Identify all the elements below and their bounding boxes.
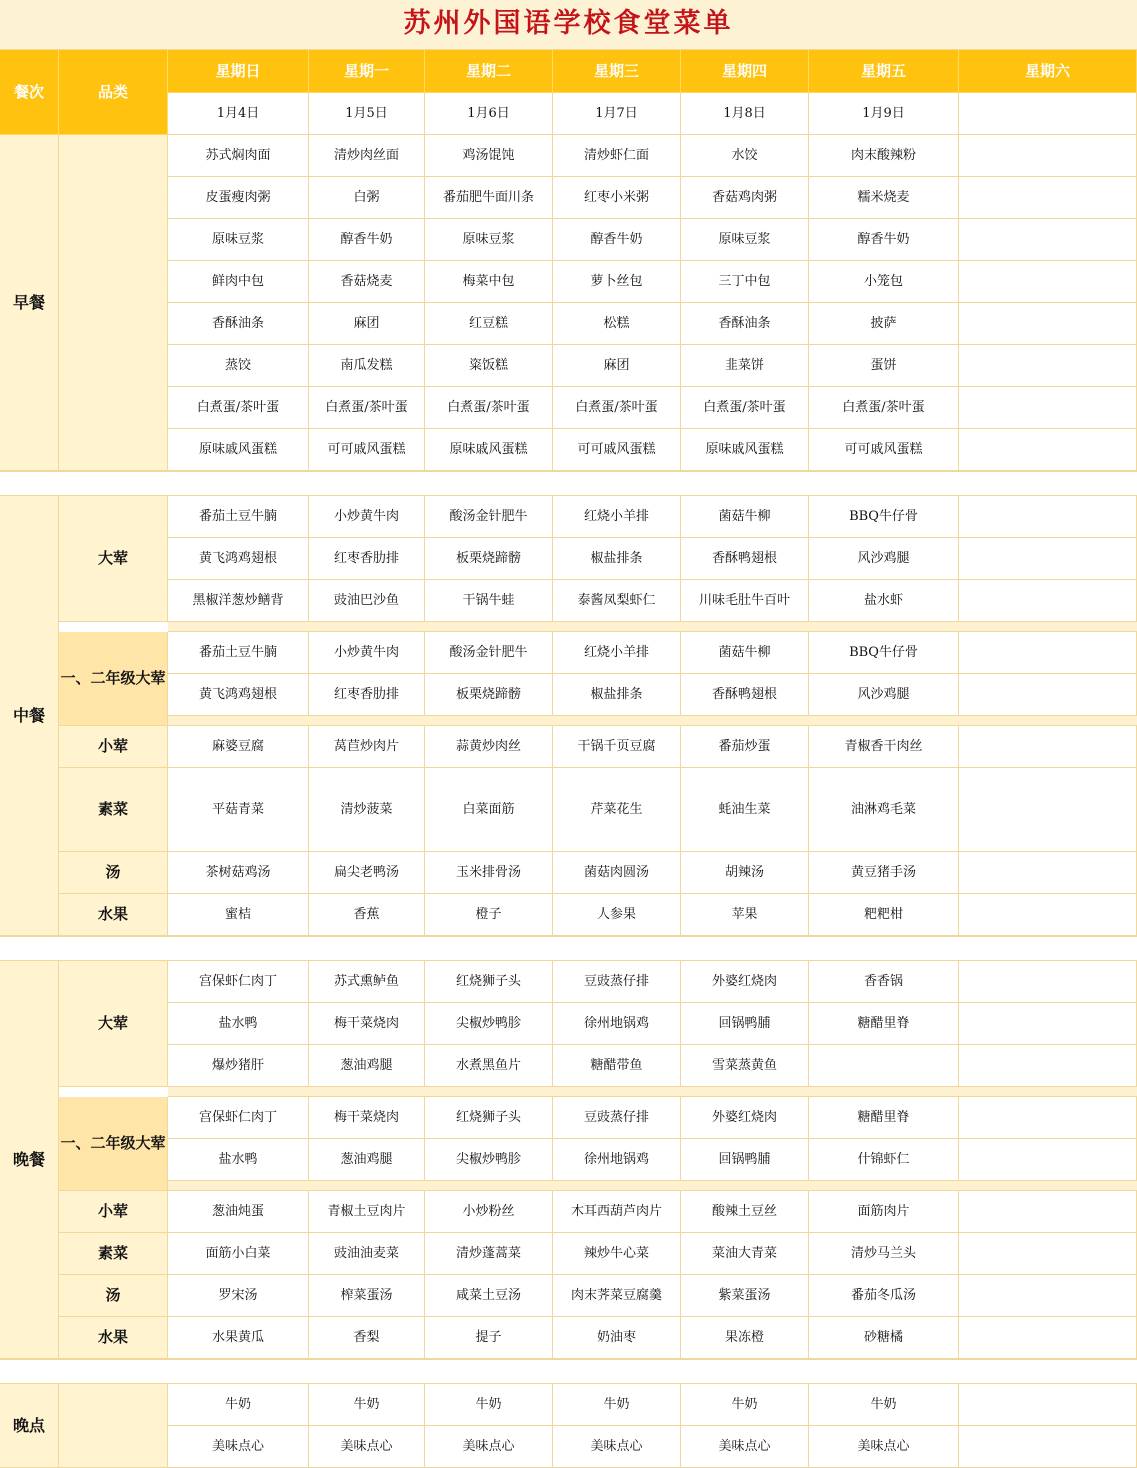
menu-item: 果冻橙 — [681, 1317, 809, 1359]
menu-item: 白粥 — [309, 177, 425, 219]
menu-item: 原味戚风蛋糕 — [681, 429, 809, 471]
menu-item: 辣炒牛心菜 — [553, 1233, 681, 1275]
menu-item: 松糕 — [553, 303, 681, 345]
menu-item: 红烧小羊排 — [553, 496, 681, 538]
menu-item: 椒盐排条 — [553, 674, 681, 716]
group-separator — [168, 1181, 1137, 1191]
menu-item: 蜜桔 — [168, 894, 309, 936]
group-separator — [168, 622, 1137, 632]
menu-item: 青椒土豆肉片 — [309, 1191, 425, 1233]
group-separator — [168, 1087, 1137, 1097]
menu-item: 水饺 — [681, 135, 809, 177]
menu-item — [959, 674, 1137, 716]
menu-item — [959, 726, 1137, 768]
menu-item: 蛋饼 — [809, 345, 959, 387]
menu-item: 粢饭糕 — [425, 345, 553, 387]
menu-item: 水果黄瓜 — [168, 1317, 309, 1359]
category-column-header: 品类 — [59, 50, 168, 135]
day-header-0: 星期日 — [168, 50, 309, 93]
menu-item: 清炒肉丝面 — [309, 135, 425, 177]
menu-item: 板栗烧蹄髈 — [425, 674, 553, 716]
menu-item: 香酥鸭翅根 — [681, 674, 809, 716]
menu-item — [959, 1317, 1137, 1359]
menu-item: 鸡汤馄饨 — [425, 135, 553, 177]
menu-item: 白煮蛋/茶叶蛋 — [425, 387, 553, 429]
category-label: 小荤 — [59, 726, 168, 768]
menu-item: 肉末酸辣粉 — [809, 135, 959, 177]
category-label — [59, 1384, 168, 1468]
category-label: 大荤 — [59, 496, 168, 622]
menu-item — [959, 768, 1137, 852]
menu-item: 橙子 — [425, 894, 553, 936]
menu-item: 香酥油条 — [168, 303, 309, 345]
menu-item: 人参果 — [553, 894, 681, 936]
menu-item: 豉油巴沙鱼 — [309, 580, 425, 622]
menu-item: 苹果 — [681, 894, 809, 936]
menu-item: 风沙鸡腿 — [809, 674, 959, 716]
menu-item: 尖椒炒鸭胗 — [425, 1003, 553, 1045]
meal-gap — [0, 1359, 1137, 1384]
menu-item: 麻婆豆腐 — [168, 726, 309, 768]
menu-item: 葱油鸡腿 — [309, 1045, 425, 1087]
menu-item: 醇香牛奶 — [553, 219, 681, 261]
menu-item: 红枣小米粥 — [553, 177, 681, 219]
menu-item: 清炒虾仁面 — [553, 135, 681, 177]
date-header-1: 1月5日 — [309, 93, 425, 135]
menu-item — [959, 1275, 1137, 1317]
menu-item: 清炒蓬蒿菜 — [425, 1233, 553, 1275]
menu-item: BBQ牛仔骨 — [809, 496, 959, 538]
menu-item: 牛奶 — [809, 1384, 959, 1426]
menu-item — [959, 303, 1137, 345]
menu-item: 糖醋里脊 — [809, 1003, 959, 1045]
menu-item: 原味豆浆 — [168, 219, 309, 261]
menu-item: 水煮黑鱼片 — [425, 1045, 553, 1087]
menu-item: 原味戚风蛋糕 — [168, 429, 309, 471]
menu-item: 红烧小羊排 — [553, 632, 681, 674]
menu-item: 清炒菠菜 — [309, 768, 425, 852]
menu-item: 椒盐排条 — [553, 538, 681, 580]
menu-item: 油淋鸡毛菜 — [809, 768, 959, 852]
category-label: 汤 — [59, 852, 168, 894]
menu-item: 番茄土豆牛腩 — [168, 632, 309, 674]
menu-item: 茶树菇鸡汤 — [168, 852, 309, 894]
menu-item: 菌菇牛柳 — [681, 496, 809, 538]
category-label: 水果 — [59, 1317, 168, 1359]
menu-item: 菜油大青菜 — [681, 1233, 809, 1275]
menu-item: 盐水鸭 — [168, 1003, 309, 1045]
menu-item: 美味点心 — [553, 1426, 681, 1468]
menu-item: 美味点心 — [168, 1426, 309, 1468]
menu-item: 糖醋里脊 — [809, 1097, 959, 1139]
menu-item: 风沙鸡腿 — [809, 538, 959, 580]
menu-item: 盐水虾 — [809, 580, 959, 622]
menu-item: 南瓜发糕 — [309, 345, 425, 387]
menu-item: 豆豉蒸仔排 — [553, 1097, 681, 1139]
menu-item: 牛奶 — [309, 1384, 425, 1426]
meal-gap — [0, 936, 1137, 961]
day-header-4: 星期四 — [681, 50, 809, 93]
menu-item: 酸辣土豆丝 — [681, 1191, 809, 1233]
menu-item: 咸菜土豆汤 — [425, 1275, 553, 1317]
menu-item: 黑椒洋葱炒鳝背 — [168, 580, 309, 622]
menu-item: 白煮蛋/茶叶蛋 — [168, 387, 309, 429]
menu-item: 豆豉蒸仔排 — [553, 961, 681, 1003]
menu-item: 菌菇牛柳 — [681, 632, 809, 674]
menu-item: 粑粑柑 — [809, 894, 959, 936]
menu-item: 白煮蛋/茶叶蛋 — [809, 387, 959, 429]
menu-item — [959, 1233, 1137, 1275]
menu-item: 美味点心 — [809, 1426, 959, 1468]
menu-item — [959, 387, 1137, 429]
menu-item: 黄豆猪手汤 — [809, 852, 959, 894]
menu-item: 蒸饺 — [168, 345, 309, 387]
menu-item: 紫菜蛋汤 — [681, 1275, 809, 1317]
menu-item: 白煮蛋/茶叶蛋 — [681, 387, 809, 429]
menu-item: 扁尖老鸭汤 — [309, 852, 425, 894]
menu-item — [959, 1191, 1137, 1233]
menu-item: 醇香牛奶 — [809, 219, 959, 261]
menu-item — [959, 894, 1137, 936]
menu-item — [959, 496, 1137, 538]
menu-item: 苏式熏鲈鱼 — [309, 961, 425, 1003]
menu-item — [959, 261, 1137, 303]
category-label: 素菜 — [59, 768, 168, 852]
menu-item: 回锅鸭脯 — [681, 1139, 809, 1181]
meal-gap — [0, 471, 1137, 496]
menu-item: 面筋肉片 — [809, 1191, 959, 1233]
menu-item: 葱油鸡腿 — [309, 1139, 425, 1181]
menu-item: 梅干菜烧肉 — [309, 1003, 425, 1045]
date-header-6 — [959, 93, 1137, 135]
category-label: 素菜 — [59, 1233, 168, 1275]
menu-item — [959, 1384, 1137, 1426]
menu-item: 黄飞鸿鸡翅根 — [168, 674, 309, 716]
menu-item: 小炒粉丝 — [425, 1191, 553, 1233]
menu-item: 美味点心 — [309, 1426, 425, 1468]
menu-item: 红烧狮子头 — [425, 961, 553, 1003]
menu-item: 徐州地锅鸡 — [553, 1003, 681, 1045]
menu-item: 牛奶 — [168, 1384, 309, 1426]
menu-item — [959, 961, 1137, 1003]
menu-item: 白菜面筋 — [425, 768, 553, 852]
menu-item: 披萨 — [809, 303, 959, 345]
menu-item: 蒜黄炒肉丝 — [425, 726, 553, 768]
menu-item: 青椒香干肉丝 — [809, 726, 959, 768]
menu-item: 菌菇肉圆汤 — [553, 852, 681, 894]
menu-item: 雪菜蒸黄鱼 — [681, 1045, 809, 1087]
menu-item: 梅菜中包 — [425, 261, 553, 303]
category-label: 小荤 — [59, 1191, 168, 1233]
meal-label: 早餐 — [0, 135, 59, 471]
menu-item — [959, 538, 1137, 580]
menu-item: BBQ牛仔骨 — [809, 632, 959, 674]
menu-item: 玉米排骨汤 — [425, 852, 553, 894]
menu-item: 牛奶 — [553, 1384, 681, 1426]
menu-item: 外婆红烧肉 — [681, 1097, 809, 1139]
category-label: 一、二年级 大荤 — [59, 632, 168, 726]
menu-item: 原味戚风蛋糕 — [425, 429, 553, 471]
menu-item: 白煮蛋/茶叶蛋 — [309, 387, 425, 429]
menu-item: 宫保虾仁肉丁 — [168, 961, 309, 1003]
menu-item — [959, 852, 1137, 894]
menu-item: 什锦虾仁 — [809, 1139, 959, 1181]
menu-item: 板栗烧蹄髈 — [425, 538, 553, 580]
menu-item — [959, 1139, 1137, 1181]
menu-item — [959, 345, 1137, 387]
menu-item: 回锅鸭脯 — [681, 1003, 809, 1045]
menu-item — [959, 1003, 1137, 1045]
menu-item — [959, 1097, 1137, 1139]
menu-item: 可可戚风蛋糕 — [553, 429, 681, 471]
menu-item: 小笼包 — [809, 261, 959, 303]
menu-item: 苏式焖肉面 — [168, 135, 309, 177]
menu-item: 原味豆浆 — [425, 219, 553, 261]
menu-item: 三丁中包 — [681, 261, 809, 303]
menu-item: 糯米烧麦 — [809, 177, 959, 219]
menu-item: 莴苣炒肉片 — [309, 726, 425, 768]
menu-item: 奶油枣 — [553, 1317, 681, 1359]
menu-item: 香酥油条 — [681, 303, 809, 345]
menu-item: 糖醋带鱼 — [553, 1045, 681, 1087]
date-header-3: 1月7日 — [553, 93, 681, 135]
menu-item: 榨菜蛋汤 — [309, 1275, 425, 1317]
menu-item: 外婆红烧肉 — [681, 961, 809, 1003]
menu-item: 番茄肥牛面川条 — [425, 177, 553, 219]
menu-item: 平菇青菜 — [168, 768, 309, 852]
menu-item: 黄飞鸿鸡翅根 — [168, 538, 309, 580]
menu-item: 鲜肉中包 — [168, 261, 309, 303]
menu-item: 牛奶 — [681, 1384, 809, 1426]
menu-item: 醇香牛奶 — [309, 219, 425, 261]
menu-item — [959, 429, 1137, 471]
menu-item: 小炒黄牛肉 — [309, 632, 425, 674]
menu-item: 蚝油生菜 — [681, 768, 809, 852]
menu-item — [959, 177, 1137, 219]
menu-item: 白煮蛋/茶叶蛋 — [553, 387, 681, 429]
menu-item — [959, 135, 1137, 177]
date-header-4: 1月8日 — [681, 93, 809, 135]
menu-item: 泰酱凤梨虾仁 — [553, 580, 681, 622]
menu-item: 面筋小白菜 — [168, 1233, 309, 1275]
menu-item: 罗宋汤 — [168, 1275, 309, 1317]
menu-item: 干锅千页豆腐 — [553, 726, 681, 768]
menu-item: 木耳西葫芦肉片 — [553, 1191, 681, 1233]
menu-item: 小炒黄牛肉 — [309, 496, 425, 538]
menu-item: 番茄土豆牛腩 — [168, 496, 309, 538]
menu-item: 番茄炒蛋 — [681, 726, 809, 768]
page-title: 苏州外国语学校食堂菜单 — [0, 0, 1137, 50]
date-header-5: 1月9日 — [809, 93, 959, 135]
menu-item: 可可戚风蛋糕 — [309, 429, 425, 471]
category-label: 大荤 — [59, 961, 168, 1087]
menu-item: 清炒马兰头 — [809, 1233, 959, 1275]
menu-item: 原味豆浆 — [681, 219, 809, 261]
menu-item: 酸汤金针肥牛 — [425, 496, 553, 538]
meal-label: 中餐 — [0, 496, 59, 936]
menu-item: 胡辣汤 — [681, 852, 809, 894]
menu-item — [959, 219, 1137, 261]
menu-item: 香酥鸭翅根 — [681, 538, 809, 580]
menu-item: 梅干菜烧肉 — [309, 1097, 425, 1139]
menu-item: 香蕉 — [309, 894, 425, 936]
day-header-5: 星期五 — [809, 50, 959, 93]
category-label: 水果 — [59, 894, 168, 936]
menu-item: 麻团 — [309, 303, 425, 345]
menu-item: 美味点心 — [425, 1426, 553, 1468]
menu-item: 尖椒炒鸭胗 — [425, 1139, 553, 1181]
menu-item: 爆炒猪肝 — [168, 1045, 309, 1087]
menu-item: 牛奶 — [425, 1384, 553, 1426]
meal-label: 晚点 — [0, 1384, 59, 1468]
day-header-3: 星期三 — [553, 50, 681, 93]
menu-item: 豉油油麦菜 — [309, 1233, 425, 1275]
menu-item: 肉末荠菜豆腐羹 — [553, 1275, 681, 1317]
menu-item: 皮蛋瘦肉粥 — [168, 177, 309, 219]
menu-item: 香梨 — [309, 1317, 425, 1359]
menu-item: 宫保虾仁肉丁 — [168, 1097, 309, 1139]
menu-item: 香菇鸡肉粥 — [681, 177, 809, 219]
date-header-2: 1月6日 — [425, 93, 553, 135]
menu-item: 干锅牛蛙 — [425, 580, 553, 622]
menu-item: 萝卜丝包 — [553, 261, 681, 303]
menu-item: 麻团 — [553, 345, 681, 387]
menu-item — [959, 632, 1137, 674]
menu-item: 红烧狮子头 — [425, 1097, 553, 1139]
date-header-0: 1月4日 — [168, 93, 309, 135]
menu-item: 砂糖橘 — [809, 1317, 959, 1359]
menu-item: 番茄冬瓜汤 — [809, 1275, 959, 1317]
menu-item: 盐水鸭 — [168, 1139, 309, 1181]
meal-column-header: 餐次 — [0, 50, 59, 135]
category-label — [59, 135, 168, 471]
group-separator — [168, 716, 1137, 726]
menu-item — [809, 1045, 959, 1087]
menu-item: 川味毛肚牛百叶 — [681, 580, 809, 622]
menu-item: 香香锅 — [809, 961, 959, 1003]
category-label: 汤 — [59, 1275, 168, 1317]
menu-item — [959, 1045, 1137, 1087]
menu-item: 酸汤金针肥牛 — [425, 632, 553, 674]
menu-item: 徐州地锅鸡 — [553, 1139, 681, 1181]
menu-item: 美味点心 — [681, 1426, 809, 1468]
menu-item: 可可戚风蛋糕 — [809, 429, 959, 471]
day-header-6: 星期六 — [959, 50, 1137, 93]
menu-item — [959, 580, 1137, 622]
menu-item: 红枣香肋排 — [309, 538, 425, 580]
day-header-2: 星期二 — [425, 50, 553, 93]
menu-item: 红枣香肋排 — [309, 674, 425, 716]
menu-item: 芹菜花生 — [553, 768, 681, 852]
day-header-1: 星期一 — [309, 50, 425, 93]
menu-item: 香菇烧麦 — [309, 261, 425, 303]
menu-item: 红豆糕 — [425, 303, 553, 345]
menu-item: 提子 — [425, 1317, 553, 1359]
category-label: 一、二年级 大荤 — [59, 1097, 168, 1191]
menu-item: 葱油炖蛋 — [168, 1191, 309, 1233]
menu-item — [959, 1426, 1137, 1468]
menu-item: 韭菜饼 — [681, 345, 809, 387]
meal-label: 晚餐 — [0, 961, 59, 1359]
